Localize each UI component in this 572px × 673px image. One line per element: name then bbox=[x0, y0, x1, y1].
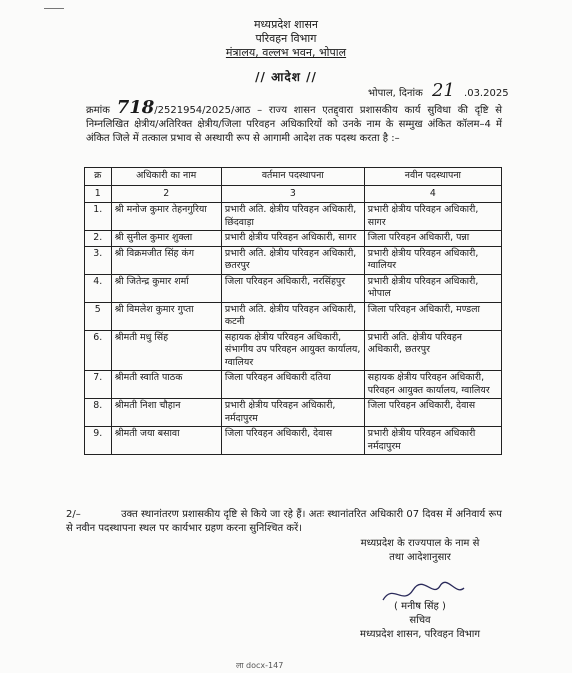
signature-name: ( मनीष सिंह ) bbox=[394, 601, 446, 612]
table-row bbox=[85, 399, 502, 427]
colnum-4: 4 bbox=[364, 185, 501, 203]
table-colnum-row bbox=[85, 185, 502, 203]
cell-serial: 2. bbox=[85, 231, 112, 247]
para-2-label: 2/– bbox=[66, 509, 81, 520]
date-day: 21 bbox=[431, 80, 455, 101]
ref-prefix: क्रमांक bbox=[86, 105, 110, 116]
ref-rest: /2521954/2025/आठ bbox=[154, 105, 251, 116]
cell-new: प्रभारी क्षेत्रीय परिवहन अधिकारी, सागर bbox=[364, 203, 501, 231]
cell-new: जिला परिवहन अधिकारी, मण्डला bbox=[364, 302, 501, 330]
cell-new: प्रभारी क्षेत्रीय परिवहन अधिकारी, ग्वालियर bbox=[364, 246, 501, 274]
header-address: मंत्रालय, वल्लभ भवन, भोपाल bbox=[225, 46, 347, 59]
cell-serial: 9. bbox=[85, 427, 112, 455]
table-row bbox=[85, 371, 502, 399]
cell-new: जिला परिवहन अधिकारी, देवास bbox=[364, 399, 501, 427]
header-serial: क्र bbox=[85, 168, 112, 186]
cell-name: श्री मनोज कुमार तेहनगुरिया bbox=[111, 203, 221, 231]
table-row bbox=[85, 330, 502, 371]
cell-serial: 5 bbox=[85, 302, 112, 330]
cell-name: श्रीमती जया बसावा bbox=[111, 427, 221, 455]
order-title: // आदेश // bbox=[255, 70, 317, 84]
signature-designation: सचिव bbox=[409, 615, 431, 626]
cell-name: श्री विमलेश कुमार गुप्ता bbox=[111, 302, 221, 330]
table-header-row bbox=[85, 168, 502, 186]
ref-body: – राज्य शासन एतद्द्वारा प्रशासकीय कार्य सुविधा की दृष्टि से निम्नलिखित क्षेत्रीय/अतिरिक्त क्षेत्रीय/जिला परिवहन अधिकारियों को उनके नाम के सम्मुख अंकित कॉलम–4 में अंकित जिले में तत्काल प्रभाव से अस्थायी रूप से आगामी आदेश तक पदस्थ करता है :– bbox=[86, 105, 502, 144]
cell-current: प्रभारी अति. क्षेत्रीय परिवहन अधिकारी, कटनी bbox=[221, 302, 364, 330]
header-name: अधिकारी का नाम bbox=[111, 168, 221, 186]
table-row bbox=[85, 274, 502, 302]
cell-new: प्रभारी अति. क्षेत्रीय परिवहन अधिकारी, छतरपुर bbox=[364, 330, 501, 371]
cell-name: श्री सुनील कुमार शुक्ला bbox=[111, 231, 221, 247]
signature-block bbox=[330, 600, 510, 642]
ref-number: 718 bbox=[116, 97, 155, 118]
date-prefix: भोपाल, दिनांक bbox=[368, 88, 423, 99]
para-2 bbox=[66, 508, 502, 536]
date-suffix: .03.2025 bbox=[464, 88, 509, 99]
cell-current: जिला परिवहन अधिकारी, नरसिंहपुर bbox=[221, 274, 364, 302]
cell-serial: 7. bbox=[85, 371, 112, 399]
signature-office: मध्यप्रदेश शासन, परिवहन विभाग bbox=[360, 629, 480, 640]
cell-new: सहायक क्षेत्रीय परिवहन अधिकारी, परिवहन आयुक्त कार्यालय, ग्वालियर bbox=[364, 371, 501, 399]
cell-current: सहायक क्षेत्रीय परिवहन अधिकारी, संभागीय उप परिवहन आयुक्त कार्यालय, ग्वालियर bbox=[221, 330, 364, 371]
cell-current: जिला परिवहन अधिकारी दतिया bbox=[221, 371, 364, 399]
colnum-3: 3 bbox=[221, 185, 364, 203]
cell-name: श्रीमती स्वाति पाठक bbox=[111, 371, 221, 399]
governor-line-1: मध्यप्रदेश के राज्यपाल के नाम से bbox=[360, 538, 480, 549]
transfer-table bbox=[84, 167, 502, 455]
cell-name: श्रीमती मधु सिंह bbox=[111, 330, 221, 371]
header-dept: परिवहन विभाग bbox=[255, 32, 317, 45]
table-row bbox=[85, 246, 502, 274]
header-current: वर्तमान पदस्थापना bbox=[221, 168, 364, 186]
date-line bbox=[368, 80, 509, 101]
governor-block bbox=[330, 537, 510, 565]
cell-current: जिला परिवहन अधिकारी, देवास bbox=[221, 427, 364, 455]
cell-current: प्रभारी क्षेत्रीय परिवहन अधिकारी, नर्मदापुरम bbox=[221, 399, 364, 427]
para-2-text: उक्त स्थानांतरण प्रशासकीय दृष्टि से किये जा रहे हैं। अतः स्थानांतरित अधिकारी 07 दिवस में अनिवार्य रूप से नवीन पदस्थापना स्थल पर कार्यभार ग्रहण करना सुनिश्चित करें। bbox=[66, 509, 502, 534]
footer-file-ref: ला docx-147 bbox=[236, 661, 284, 670]
colnum-2: 2 bbox=[111, 185, 221, 203]
cell-serial: 3. bbox=[85, 246, 112, 274]
table-row bbox=[85, 302, 502, 330]
header-new: नवीन पदस्थापना bbox=[364, 168, 501, 186]
cell-name: श्री विक्रमजीत सिंह कंग bbox=[111, 246, 221, 274]
cell-serial: 6. bbox=[85, 330, 112, 371]
cell-new: प्रभारी क्षेत्रीय परिवहन अधिकारी, भोपाल bbox=[364, 274, 501, 302]
table-row bbox=[85, 427, 502, 455]
cell-name: श्री जितेन्द्र कुमार शर्मा bbox=[111, 274, 221, 302]
cell-current: प्रभारी अति. क्षेत्रीय परिवहन अधिकारी, छिंदवाड़ा bbox=[221, 203, 364, 231]
cell-current: प्रभारी क्षेत्रीय परिवहन अधिकारी, सागर bbox=[221, 231, 364, 247]
cell-current: प्रभारी अति. क्षेत्रीय परिवहन अधिकारी, छतरपुर bbox=[221, 246, 364, 274]
cell-name: श्रीमती निशा चौहान bbox=[111, 399, 221, 427]
colnum-1: 1 bbox=[85, 185, 112, 203]
governor-line-2: तथा आदेशानुसार bbox=[389, 552, 451, 563]
cell-serial: 4. bbox=[85, 274, 112, 302]
header-govt: मध्यप्रदेश शासन bbox=[253, 18, 319, 31]
cell-serial: 8. bbox=[85, 399, 112, 427]
cell-new: जिला परिवहन अधिकारी, पन्ना bbox=[364, 231, 501, 247]
cell-serial: 1. bbox=[85, 203, 112, 231]
ref-paragraph bbox=[86, 97, 502, 146]
table-row bbox=[85, 203, 502, 231]
table-row bbox=[85, 231, 502, 247]
cell-new: प्रभारी क्षेत्रीय परिवहन अधिकारी नर्मदापुरम bbox=[364, 427, 501, 455]
